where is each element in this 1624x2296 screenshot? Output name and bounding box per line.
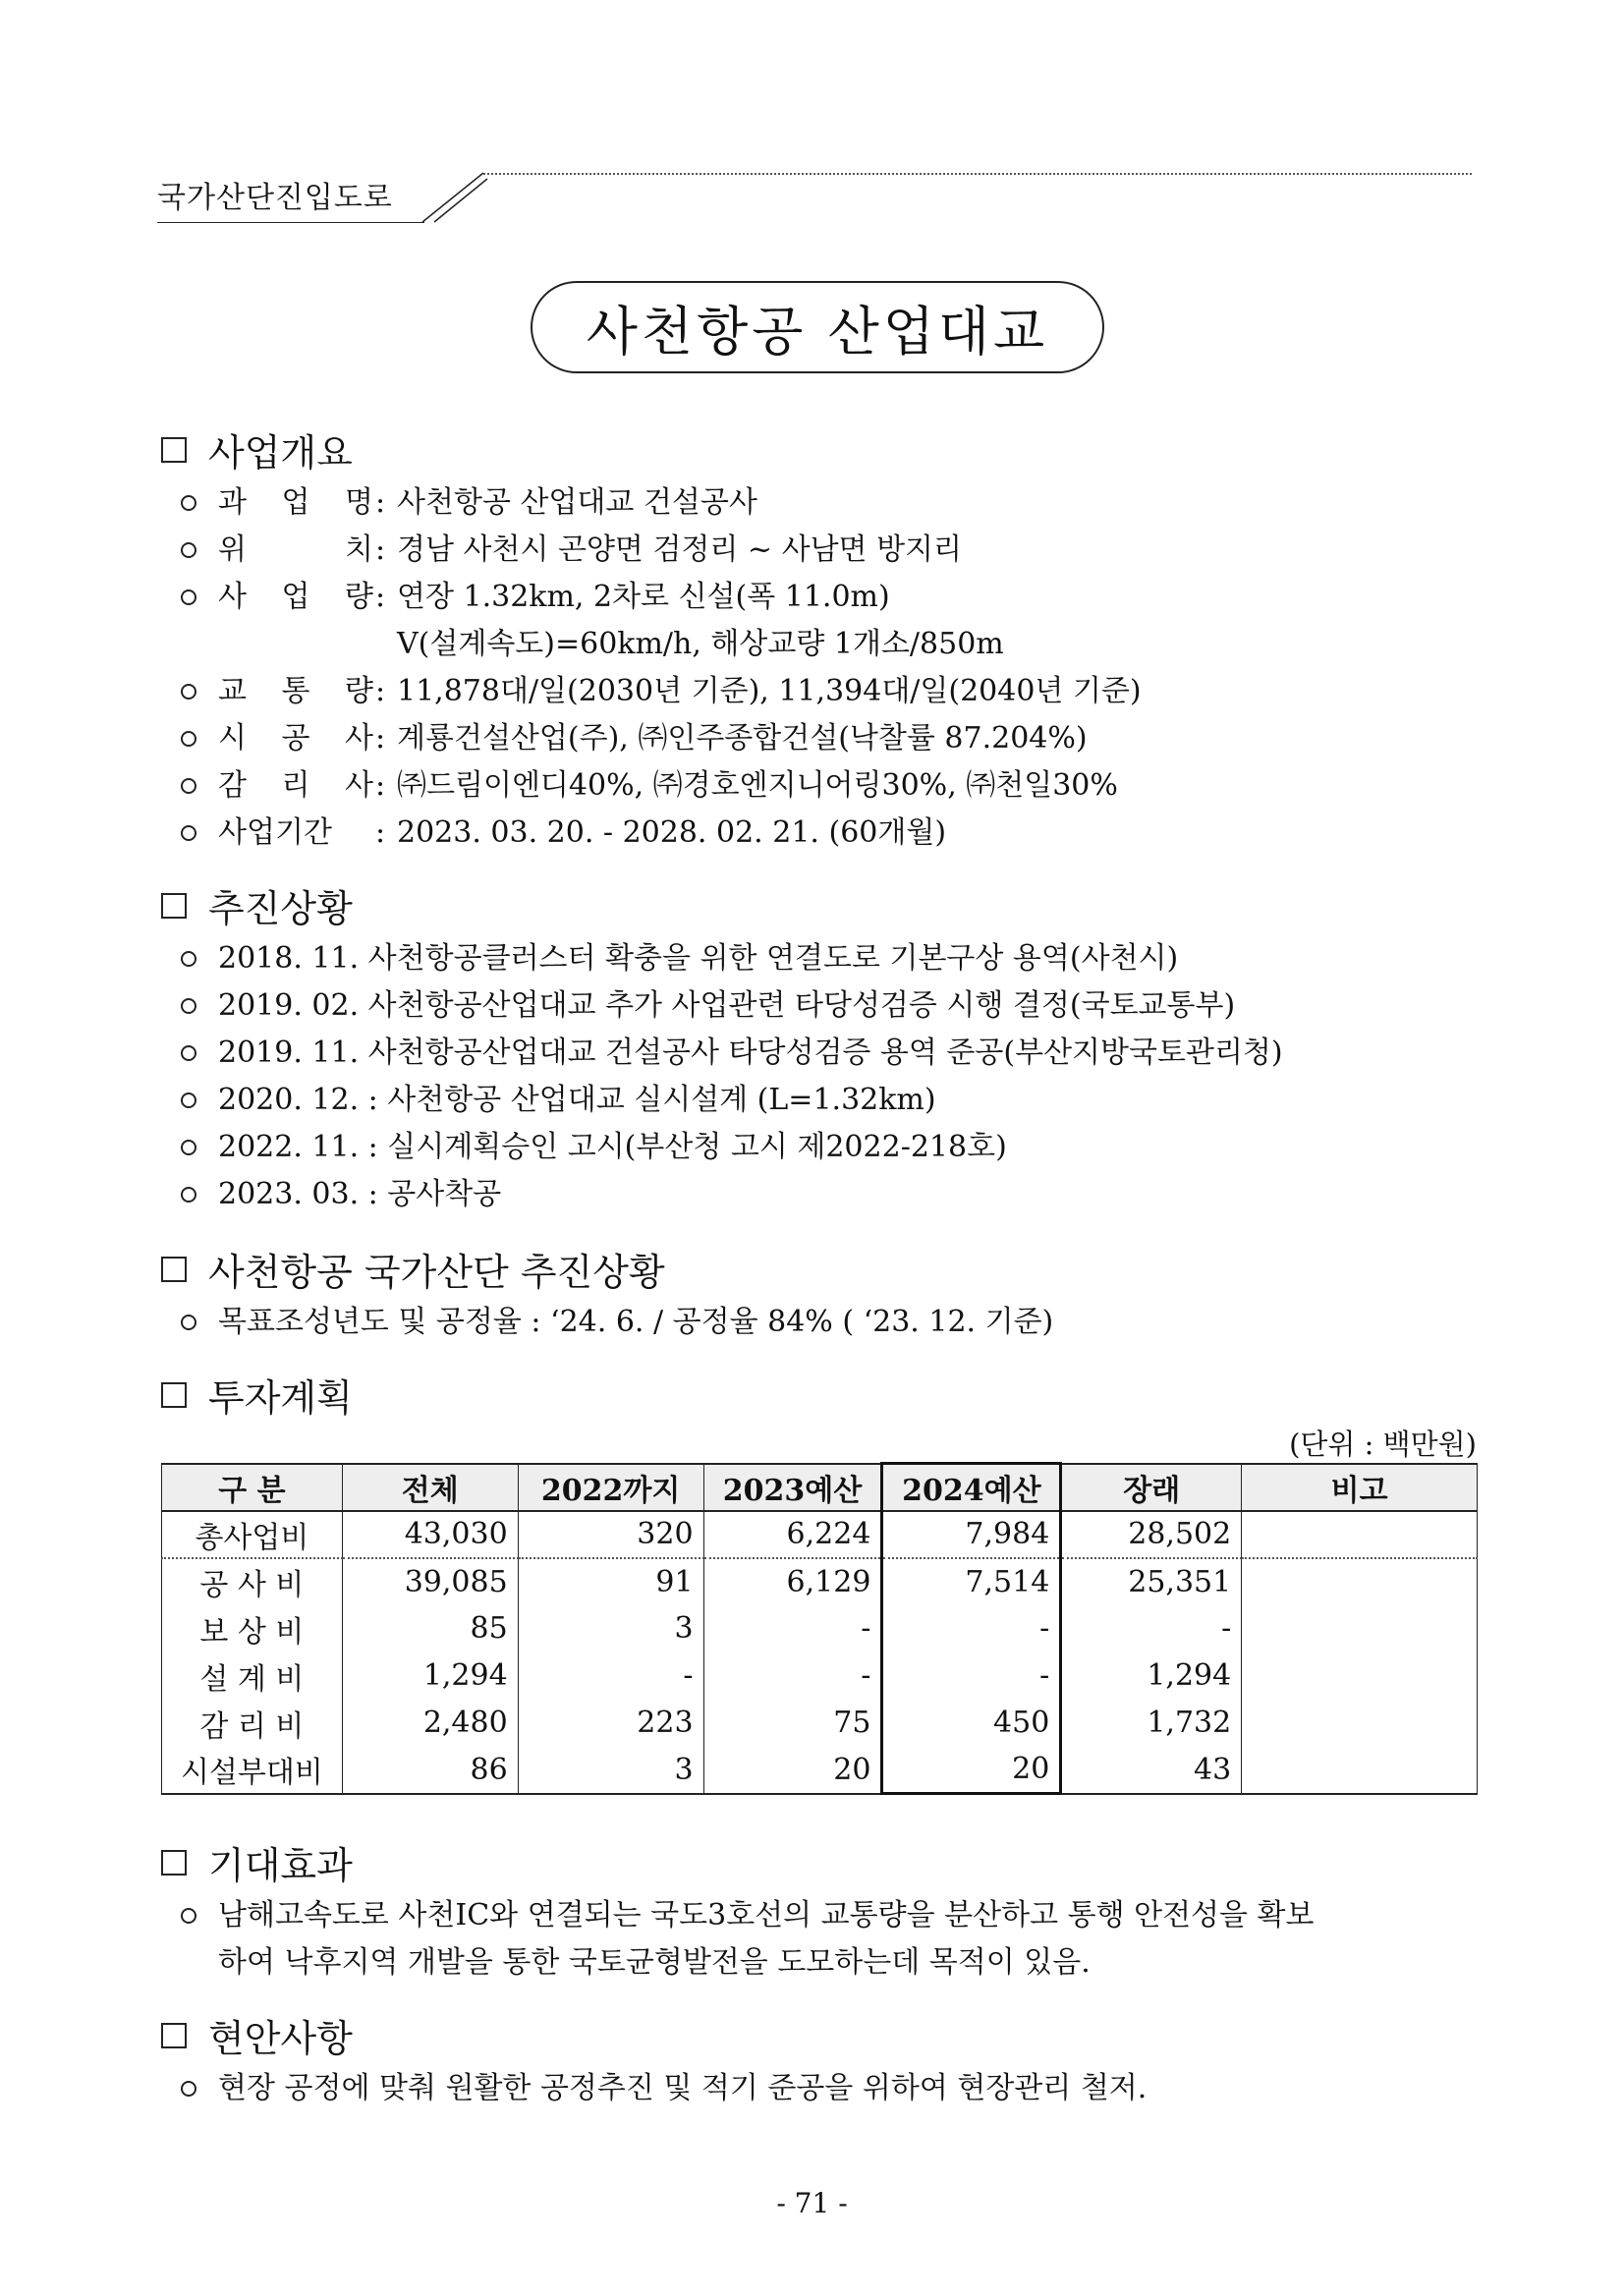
table-cell: 공 사 비 [162,1558,343,1605]
title-box [531,281,1104,373]
overview-label: 교 통 량 [218,674,373,708]
table-cell: 20 [703,1747,882,1794]
running-header-underline [157,222,424,223]
circle-bullet-icon [181,778,196,794]
table-cell: - [703,1652,882,1700]
section-progress-title: 추진상황 [208,887,353,930]
overview-value: 연장 1.32km, 2차로 신설(폭 11.0m) [397,580,890,614]
table-cell: 450 [882,1700,1061,1747]
table-cell: 85 [342,1605,518,1652]
square-bullet-icon [161,1850,187,1876]
section-investment-title: 투자계획 [208,1376,353,1420]
table-cell: 7,514 [882,1558,1061,1605]
table-header-cell-highlighted: 2024예산 [882,1464,1061,1511]
circle-bullet-icon [181,1315,196,1330]
investment-table [161,1462,1478,1795]
square-bullet-icon [161,893,187,919]
overview-label: 과 업 명 [218,485,373,520]
circle-bullet-icon [181,1092,196,1108]
table-cell: 43 [1061,1747,1242,1794]
running-header-dotted-rule [483,173,1472,175]
circle-bullet-icon [181,731,196,747]
circle-bullet-icon [181,684,196,700]
circle-bullet-icon [181,998,196,1014]
table-cell: - [703,1605,882,1652]
table-cell: 설 계 비 [162,1652,343,1700]
circle-bullet-icon [181,589,196,605]
square-bullet-icon [161,2023,187,2048]
section-investment [161,1368,353,1422]
table-cell: 91 [518,1558,703,1605]
overview-label: 시 공 사 [218,721,373,756]
table-cell [1242,1700,1478,1747]
table-row [162,1605,1478,1652]
table-cell: 3 [518,1747,703,1794]
table-row [162,1747,1478,1794]
circle-bullet-icon [181,825,196,841]
table-row [162,1652,1478,1700]
overview-value: 계룡건설산업(주), ㈜인주종합건설(낙찰률 87.204%) [397,721,1088,756]
table-cell: 223 [518,1700,703,1747]
table-cell: - [518,1652,703,1700]
table-cell: 시설부대비 [162,1747,343,1794]
table-cell: 75 [703,1700,882,1747]
table-header-cell: 2022까지 [518,1464,703,1511]
table-cell [1242,1558,1478,1605]
table-header-cell: 전체 [342,1464,518,1511]
table-cell: 7,984 [882,1511,1061,1558]
table-cell: - [882,1605,1061,1652]
overview-value: V(설계속도)=60km/h, 해상교량 1개소/850m [397,627,1004,661]
section-cluster-title: 사천항공 국가산단 추진상황 [208,1251,665,1294]
section-overview-title: 사업개요 [208,431,353,475]
table-cell: 2,480 [342,1700,518,1747]
circle-bullet-icon [181,951,196,967]
table-row [162,1558,1478,1605]
table-cell: 1,732 [1061,1700,1242,1747]
table-cell [1242,1652,1478,1700]
page-title: 사천항공 산업대교 [586,300,1049,363]
section-cluster [161,1242,665,1296]
table-unit-note: (단위 : 백만원) [1289,1428,1477,1461]
table-cell: 1,294 [342,1652,518,1700]
table-header-cell: 2023예산 [703,1464,882,1511]
circle-bullet-icon [181,1187,196,1203]
table-cell: 39,085 [342,1558,518,1605]
table-header-row [162,1464,1478,1511]
circle-bullet-icon [181,1908,196,1924]
table-row [162,1700,1478,1747]
overview-label: 감 리 사 [218,768,373,803]
square-bullet-icon [161,1382,187,1408]
table-cell: 6,129 [703,1558,882,1605]
section-effects [161,1835,353,1889]
circle-bullet-icon [181,2081,196,2097]
table-header-cell: 구 분 [162,1464,343,1511]
square-bullet-icon [161,437,187,463]
table-cell [1242,1747,1478,1794]
table-cell: 보 상 비 [162,1605,343,1652]
running-header-slash [420,171,489,224]
table-cell: 86 [342,1747,518,1794]
table-cell: 43,030 [342,1511,518,1558]
overview-label: 사 업 량 [218,580,373,614]
table-cell: 3 [518,1605,703,1652]
table-cell: 감 리 비 [162,1700,343,1747]
table-row [162,1511,1478,1558]
section-issues-title: 현안사항 [208,2017,353,2060]
table-cell [1242,1511,1478,1558]
overview-value: 2023. 03. 20. - 2028. 02. 21. (60개월) [397,815,947,850]
circle-bullet-icon [181,542,196,558]
circle-bullet-icon [181,1045,196,1061]
running-header-title: 국가산단진입도로 [157,181,393,215]
table-cell: - [1061,1605,1242,1652]
circle-bullet-icon [181,1140,196,1155]
table-cell: 25,351 [1061,1558,1242,1605]
section-issues [161,2008,353,2062]
table-cell: 20 [882,1747,1061,1794]
table-cell: - [882,1652,1061,1700]
overview-label: 사업기간 [218,815,332,850]
circle-bullet-icon [181,495,196,511]
overview-value: 경남 사천시 곤양면 검정리 ~ 사남면 방지리 [397,532,963,567]
page-number: - 71 - [776,2187,848,2219]
section-progress [161,878,353,932]
table-cell: 320 [518,1511,703,1558]
overview-value: ㈜드림이엔디40%, ㈜경호엔지니어링30%, ㈜천일30% [397,768,1118,803]
table-cell: 1,294 [1061,1652,1242,1700]
overview-label: 위 치 [218,532,373,567]
table-header-cell: 장래 [1061,1464,1242,1511]
table-cell [1242,1605,1478,1652]
table-cell: 28,502 [1061,1511,1242,1558]
table-cell: 6,224 [703,1511,882,1558]
section-overview [161,422,353,476]
table-header-cell: 비고 [1242,1464,1478,1511]
overview-value: 사천항공 산업대교 건설공사 [397,485,757,520]
section-effects-title: 기대효과 [208,1844,353,1887]
overview-value: 11,878대/일(2030년 기준), 11,394대/일(2040년 기준) [397,674,1142,708]
square-bullet-icon [161,1257,187,1282]
table-cell: 총사업비 [162,1511,343,1558]
